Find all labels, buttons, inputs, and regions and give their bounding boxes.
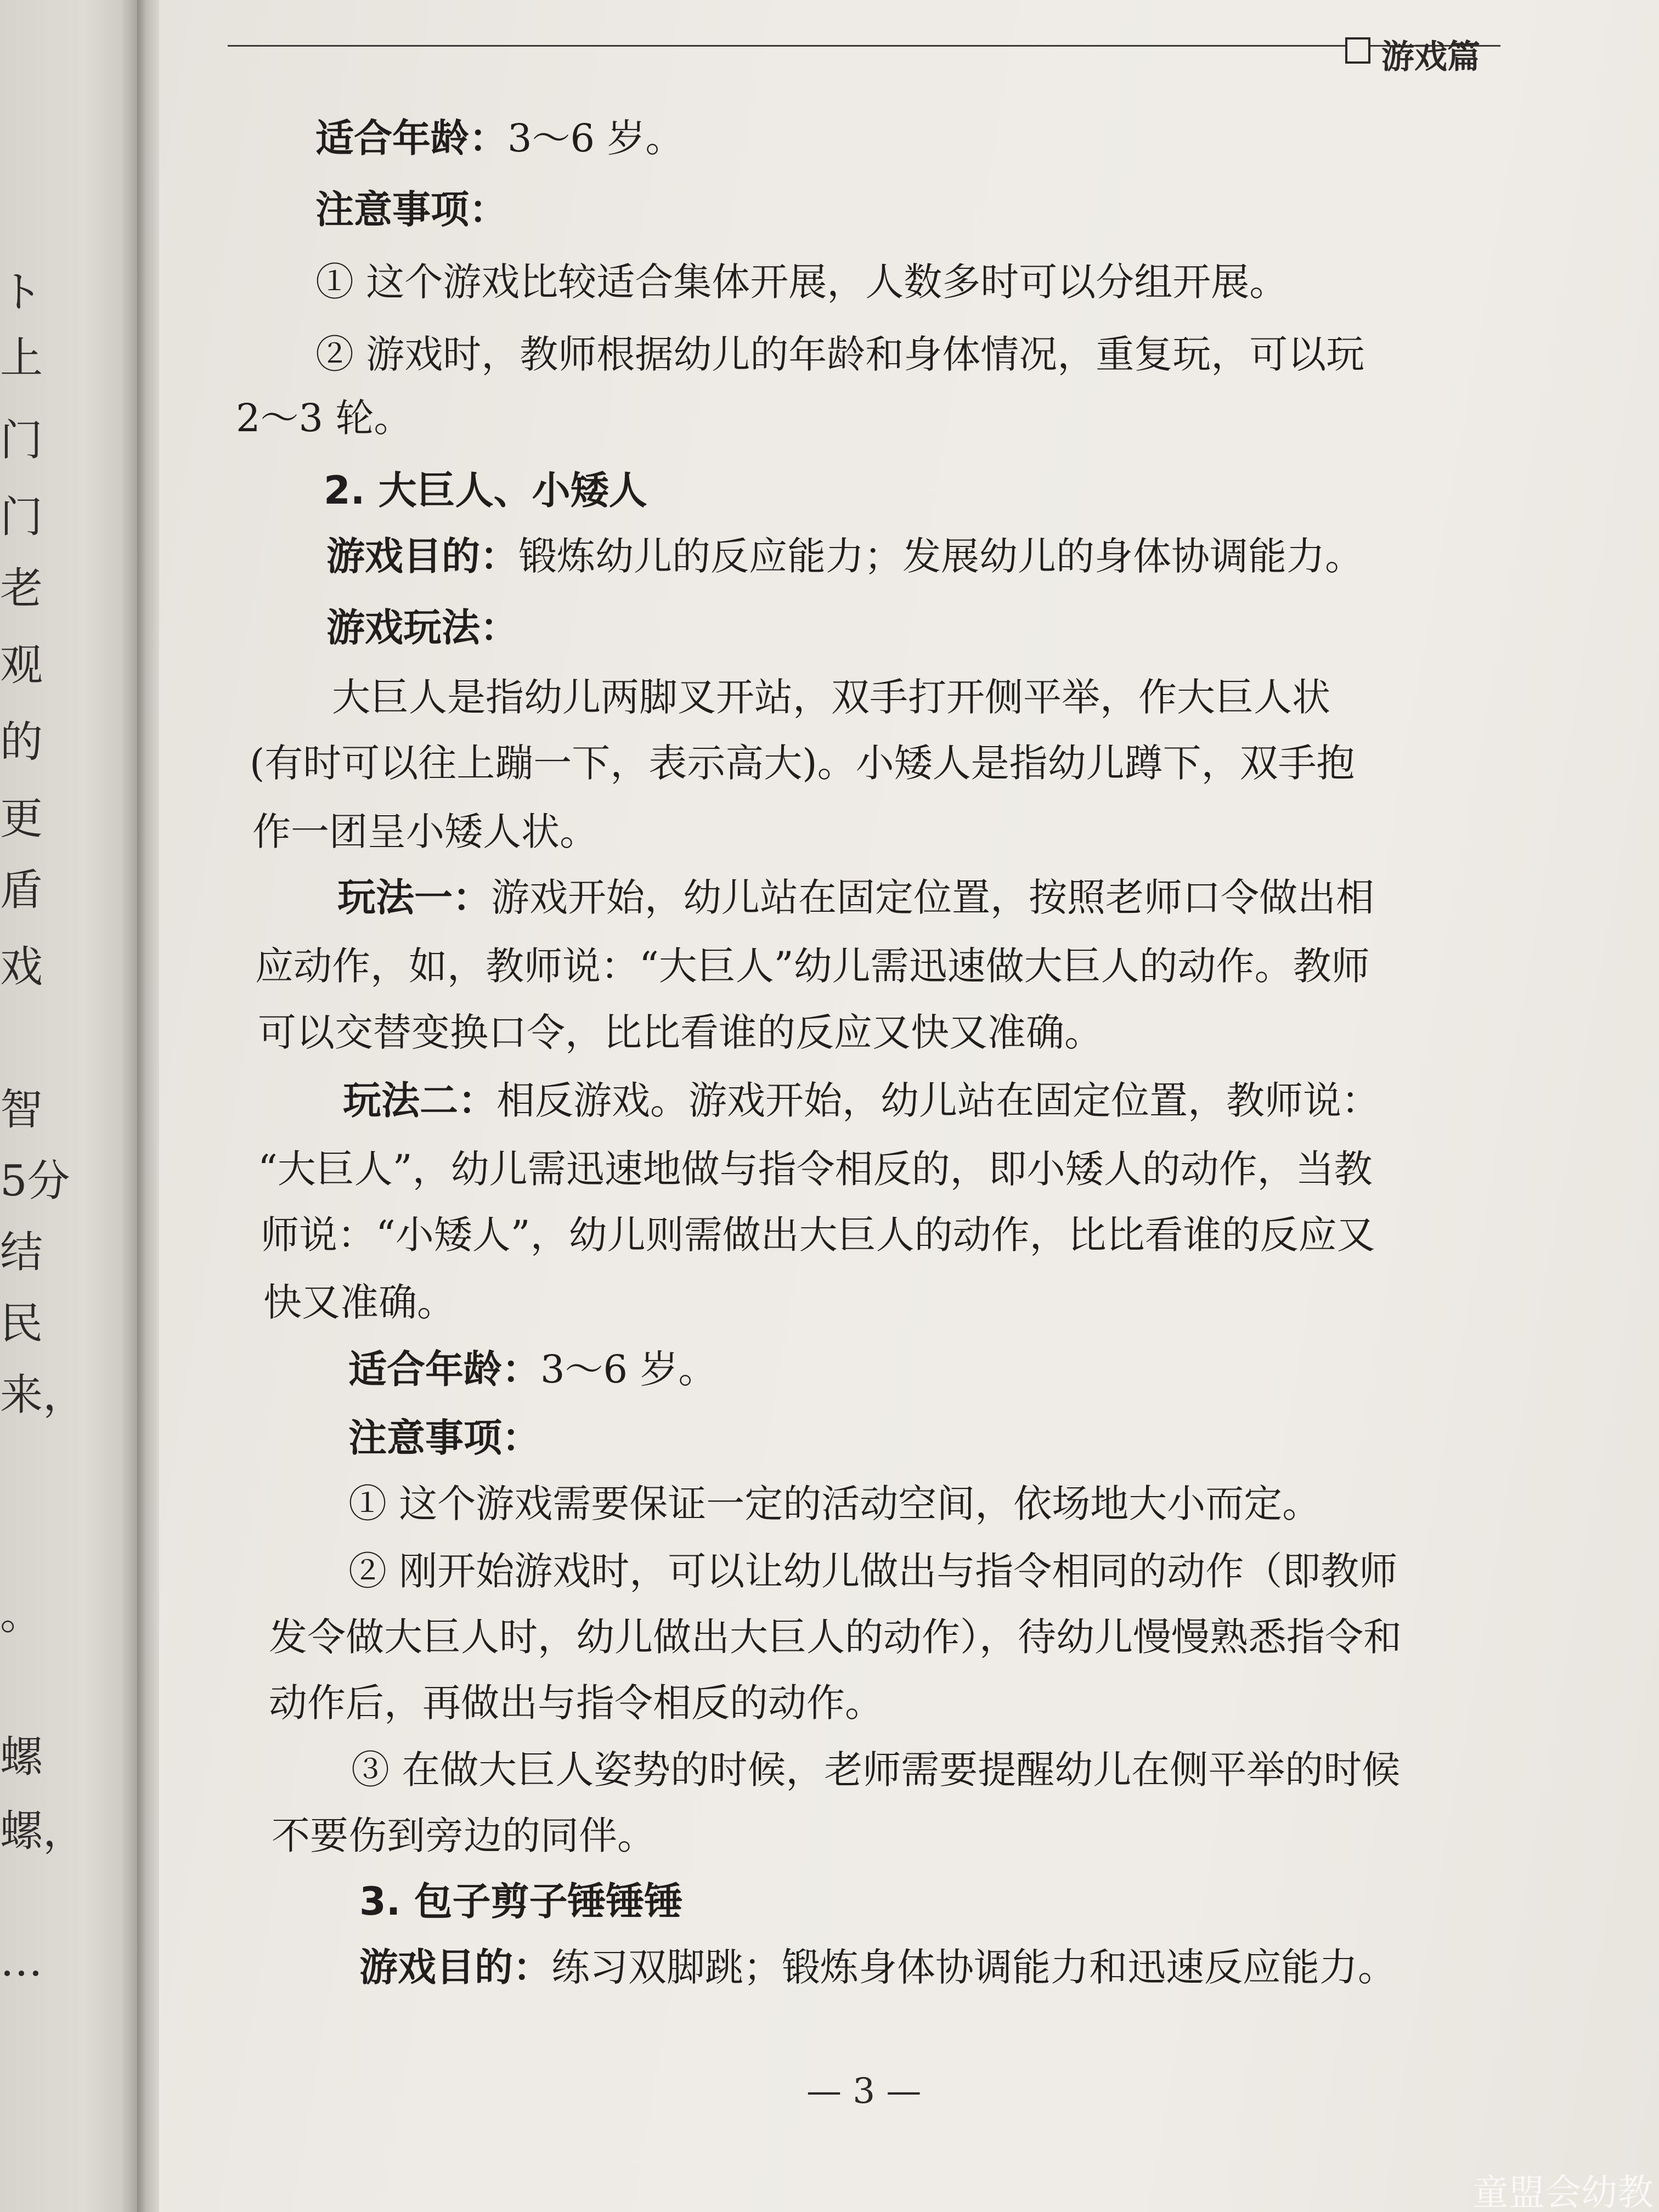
method-two-line [343, 1070, 1380, 1125]
play-label: 游戏玩法： [326, 605, 518, 650]
note-item-continuation: 不要伤到旁边的同伴。 [272, 1813, 656, 1858]
age-value: 3～6 岁。 [540, 1347, 717, 1392]
left-page-fragment: 的 [0, 718, 43, 767]
method-one-label: 玩法一： [337, 875, 491, 920]
page-number: — 3 — [806, 2071, 922, 2112]
game-title: 3. 包子剪子锤锤锤 [359, 1879, 683, 1924]
left-page-fragment: 智 [0, 1085, 43, 1135]
notes-label: 注意事项： [348, 1415, 540, 1460]
goal-label: 游戏目的： [326, 534, 518, 579]
note-item-continuation: 动作后，再做出与指令相反的动作。 [269, 1680, 883, 1725]
age-label: 适合年龄： [315, 116, 507, 161]
method-text: 可以交替变换口令，比比看谁的反应又快又准确。 [258, 1010, 1103, 1055]
note-item: ② 游戏时，教师根据幼儿的年龄和身体情况，重复玩，可以玩 [315, 332, 1365, 377]
left-page-fragment: 。 [0, 1590, 43, 1639]
method-text: “大巨人”，幼儿需迅速地做与指令相反的，即小矮人的动作，当教 [258, 1147, 1373, 1192]
book-page [159, 0, 1659, 2212]
age-line [348, 1339, 716, 1394]
method-text: 师说：“小矮人”，幼儿则需做出大巨人的动作，比比看谁的反应又 [261, 1212, 1375, 1257]
book-gutter [137, 0, 159, 2212]
left-page-fragment: … [0, 1937, 43, 1986]
header-square-icon [1345, 37, 1370, 64]
age-line [315, 108, 684, 163]
header-rule [228, 45, 1500, 47]
left-page-fragment: 门 [0, 493, 43, 542]
left-page-fragment: 观 [0, 641, 43, 690]
play-text: 大巨人是指幼儿两脚叉开站，双手打开侧平举，作大巨人状 [332, 675, 1330, 720]
note-item: ② 刚开始游戏时，可以让幼儿做出与指令相同的动作（即教师 [348, 1549, 1398, 1594]
age-label: 适合年龄： [348, 1347, 540, 1392]
left-page-fragment: 5分 [0, 1156, 70, 1206]
notes-label: 注意事项： [315, 187, 507, 232]
goal-value: 练习双脚跳；锻炼身体协调能力和迅速反应能力。 [551, 1945, 1396, 1990]
left-page-fragment: 螺， [0, 1807, 86, 1856]
goal-line [326, 526, 1363, 581]
section-title: 游戏篇 [1381, 38, 1480, 76]
left-page-fragment: 上 [0, 334, 43, 383]
left-page-fragment: 戏 [0, 943, 43, 992]
goal-label: 游戏目的： [359, 1945, 551, 1990]
method-text: 快又准确。 [263, 1280, 455, 1325]
note-item-continuation: 2～3 轮。 [236, 396, 413, 441]
left-page-fragment: 门 [0, 416, 43, 465]
note-item-continuation: 发令做大巨人时，幼儿做出大巨人的动作），待幼儿慢慢熟悉指令和 [269, 1615, 1402, 1660]
watermark: 童盟会幼教 [1472, 2171, 1654, 2212]
left-page-fragment: 老 [0, 564, 43, 613]
method-one-line [337, 867, 1374, 922]
note-item: ③ 在做大巨人姿势的时候，老师需要提醒幼儿在侧平举的时候 [351, 1747, 1401, 1792]
play-text: (有时可以往上蹦一下，表示高大)。小矮人是指幼儿蹲下，双手抱 [250, 741, 1355, 786]
method-text: 应动作，如，教师说：“大巨人”幼儿需迅速做大巨人的动作。教师 [255, 944, 1370, 989]
method-one-text: 游戏开始，幼儿站在固定位置，按照老师口令做出相 [491, 875, 1374, 920]
play-text: 作一团呈小矮人状。 [252, 809, 598, 854]
goal-value: 锻炼幼儿的反应能力；发展幼儿的身体协调能力。 [518, 534, 1363, 579]
left-page-fragment: 更 [0, 794, 43, 844]
left-page-fragment: 结 [0, 1228, 43, 1277]
left-page-fragment: 盾 [0, 866, 43, 915]
age-value: 3～6 岁。 [507, 116, 684, 161]
left-page-fragment: 来， [0, 1370, 86, 1420]
left-page-fragment: 螺 [0, 1733, 43, 1782]
game-title: 2. 大巨人、小矮人 [324, 468, 647, 513]
method-two-label: 玩法二： [343, 1078, 496, 1123]
left-page-fragment: 民 [0, 1299, 43, 1348]
note-item: ① 这个游戏需要保证一定的活动空间，依场地大小而定。 [348, 1481, 1321, 1526]
note-item: ① 这个游戏比较适合集体开展，人数多时可以分组开展。 [315, 259, 1288, 304]
left-page-fragment: ト [0, 268, 43, 317]
left-facing-page [0, 0, 137, 2212]
method-two-text: 相反游戏。游戏开始，幼儿站在固定位置，教师说： [496, 1078, 1380, 1123]
goal-line [359, 1937, 1396, 1992]
